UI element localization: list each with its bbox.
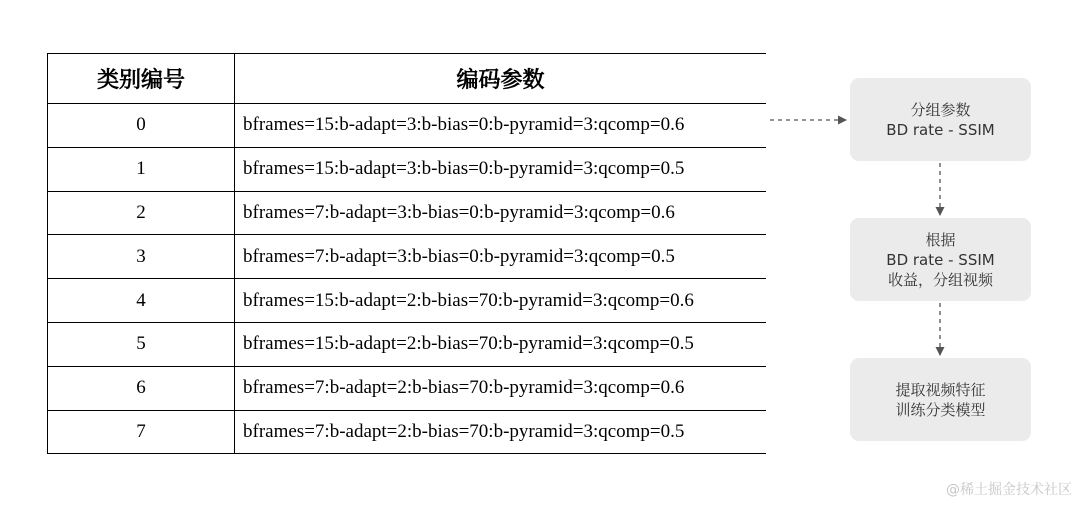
train-model-box bbox=[850, 358, 1031, 441]
row-encoding-params: bframes=15:b-adapt=3:b-bias=0:b-pyramid=3:qcomp=0.6 bbox=[235, 104, 767, 148]
box1-line1: 分组参数 bbox=[910, 100, 971, 119]
watermark: @稀土掘金技术社区 bbox=[946, 482, 1072, 498]
row-encoding-params: bframes=7:b-adapt=2:b-bias=70:b-pyramid=3:qcomp=0.6 bbox=[235, 366, 767, 410]
box1-line2: BD rate - SSIM bbox=[886, 120, 995, 139]
row-encoding-params: bframes=7:b-adapt=3:b-bias=0:b-pyramid=3:qcomp=0.5 bbox=[235, 235, 767, 279]
box3-line2: 训练分类模型 bbox=[895, 400, 986, 419]
box2-line3: 收益，分组视频 bbox=[887, 270, 993, 289]
row-category-id: 6 bbox=[48, 366, 235, 410]
box2-line1: 根据 bbox=[925, 230, 956, 249]
row-encoding-params: bframes=7:b-adapt=2:b-bias=70:b-pyramid=3:qcomp=0.5 bbox=[235, 410, 767, 454]
row-category-id: 4 bbox=[48, 279, 235, 323]
row-category-id: 3 bbox=[48, 235, 235, 279]
row-category-id: 7 bbox=[48, 410, 235, 454]
header-encoding-params: 编码参数 bbox=[235, 54, 767, 104]
box2-line2: BD rate - SSIM bbox=[886, 250, 995, 269]
header-category-id: 类别编号 bbox=[48, 54, 235, 104]
box3-line1: 提取视频特征 bbox=[895, 380, 986, 399]
row-category-id: 1 bbox=[48, 147, 235, 191]
row-category-id: 5 bbox=[48, 322, 235, 366]
row-category-id: 0 bbox=[48, 104, 235, 148]
row-category-id: 2 bbox=[48, 191, 235, 235]
row-encoding-params: bframes=7:b-adapt=3:b-bias=0:b-pyramid=3:qcomp=0.6 bbox=[235, 191, 767, 235]
row-encoding-params: bframes=15:b-adapt=2:b-bias=70:b-pyramid=3:qcomp=0.5 bbox=[235, 322, 767, 366]
row-encoding-params: bframes=15:b-adapt=2:b-bias=70:b-pyramid=3:qcomp=0.6 bbox=[235, 279, 767, 323]
group-params-box bbox=[850, 78, 1031, 161]
group-videos-box bbox=[850, 218, 1031, 301]
row-encoding-params: bframes=15:b-adapt=3:b-bias=0:b-pyramid=3:qcomp=0.5 bbox=[235, 147, 767, 191]
